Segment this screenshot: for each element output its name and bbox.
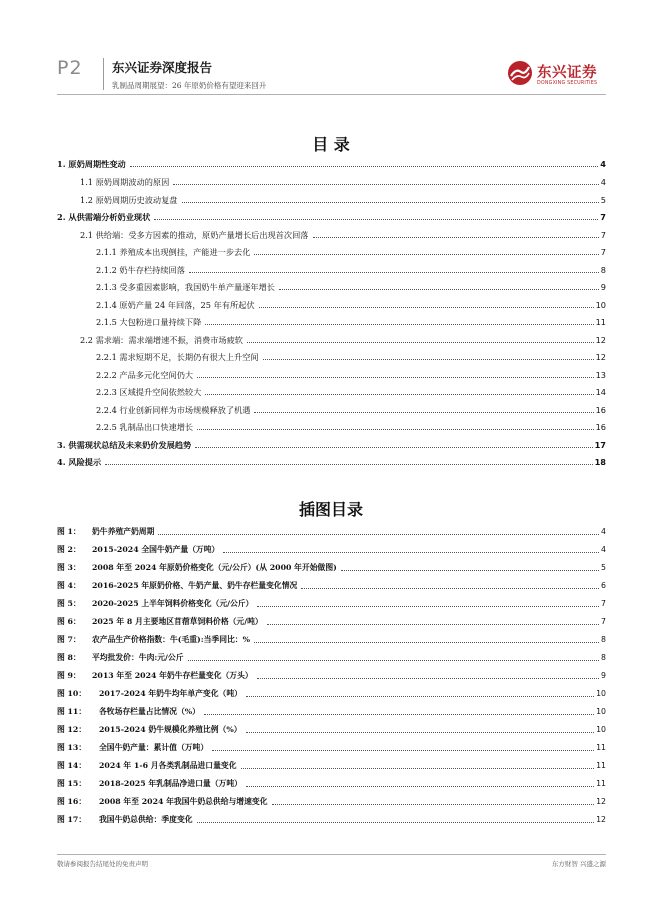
toc-entry-page: 8 <box>600 265 606 275</box>
figure-entry[interactable] <box>57 706 606 718</box>
logo-text-en: DONGXING SECURITIES <box>537 81 598 86</box>
toc-leader <box>105 464 592 465</box>
figure-page: 8 <box>601 635 606 644</box>
figure-leader <box>223 552 599 553</box>
toc-leader <box>247 342 594 343</box>
figure-title: 我国牛奶总供给：季度变化 <box>99 815 193 824</box>
toc-entry-title: 2.2.3 区域提升空间依然较大 <box>96 387 202 397</box>
toc-entry[interactable] <box>57 158 606 170</box>
figure-label: 图 15： <box>57 779 87 788</box>
toc-entry[interactable] <box>96 264 606 276</box>
figure-leader <box>254 642 599 643</box>
figure-page: 12 <box>596 815 606 824</box>
figure-title: 2025 年 8 月主要地区苜蓿草饲料价格（元/吨） <box>92 617 263 626</box>
report-title: 东兴证券深度报告 <box>112 60 213 75</box>
figure-leader <box>204 714 594 715</box>
toc-entry[interactable] <box>80 194 606 206</box>
toc-leader <box>130 166 599 167</box>
toc-entry[interactable] <box>96 281 606 293</box>
toc-entry-page: 10 <box>595 300 606 310</box>
figure-leader <box>272 804 595 805</box>
toc-entry[interactable] <box>96 246 606 258</box>
figure-title: 各牧场存栏量占比情况（%） <box>99 707 200 716</box>
figure-entry[interactable] <box>57 688 606 700</box>
toc-entry-page: 4 <box>600 177 606 187</box>
toc-entry-title: 1. 原奶周期性变动 <box>57 159 126 169</box>
figure-leader <box>246 696 594 697</box>
figure-entry[interactable] <box>57 562 606 574</box>
footer-disclaimer: 敬请参阅报告结尾处的免责声明 <box>57 860 148 868</box>
toc-leader <box>205 394 593 395</box>
toc-entry-title: 1.1 原奶周期波动的原因 <box>80 177 170 187</box>
figure-label: 图 2： <box>57 545 81 554</box>
toc-entry-page: 14 <box>595 387 606 397</box>
figure-page: 7 <box>601 599 606 608</box>
figure-leader <box>197 822 595 823</box>
toc-entry-title: 2.2.4 行业创新同样为市场规模释放了机遇 <box>96 405 251 415</box>
toc-leader <box>263 359 594 360</box>
toc-entry-title: 2. 从供需端分析奶业现状 <box>57 212 151 222</box>
toc-entry[interactable] <box>57 211 606 223</box>
figure-label: 图 17： <box>57 815 87 824</box>
toc-entry-page: 16 <box>595 422 606 432</box>
figure-title: 2013 年至 2024 年奶牛存栏量变化（万头） <box>92 671 253 680</box>
toc-entry-title: 2.2.1 需求短期不足，长期仍有很大上升空间 <box>96 352 259 362</box>
toc-entry-page: 7 <box>600 230 606 240</box>
toc-entry-page: 13 <box>595 370 606 380</box>
figure-entry[interactable] <box>57 742 606 754</box>
footer-rule <box>57 854 606 855</box>
toc-leader <box>182 202 599 203</box>
figure-label: 图 4： <box>57 581 81 590</box>
figure-leader <box>158 534 599 535</box>
figure-label: 图 16： <box>57 797 87 806</box>
figure-page: 9 <box>601 671 606 680</box>
figure-page: 10 <box>596 689 606 698</box>
toc-entry[interactable] <box>80 334 606 346</box>
toc-entry-page: 18 <box>594 457 606 467</box>
figure-leader <box>241 768 595 769</box>
figure-leader <box>246 732 595 733</box>
figure-title: 2017-2024 年奶牛均年单产变化（吨） <box>99 689 242 698</box>
figure-page: 4 <box>601 527 606 536</box>
toc-leader <box>259 307 594 308</box>
figure-entry[interactable] <box>57 526 606 538</box>
figure-page: 11 <box>596 743 606 752</box>
figure-label: 图 14： <box>57 761 87 770</box>
toc-entry[interactable] <box>57 456 606 468</box>
figure-title: 2015-2024 奶牛规模化养殖比例（%） <box>99 725 242 734</box>
toc-leader <box>205 324 593 325</box>
figure-leader <box>301 588 599 589</box>
figure-entry[interactable] <box>57 814 606 826</box>
figure-label: 图 11： <box>57 707 87 716</box>
toc-entry-page: 11 <box>595 317 606 327</box>
toc-entry[interactable] <box>96 404 606 416</box>
toc-entry-title: 3. 供需现状总结及未来奶价发展趋势 <box>57 440 192 450</box>
figure-title: 2024 年 1-6 月各类乳制品进口量变化 <box>99 761 237 770</box>
figure-entry[interactable] <box>57 796 606 808</box>
figure-leader <box>188 660 600 661</box>
toc-leader <box>173 184 598 185</box>
figure-page: 10 <box>596 725 606 734</box>
toc-leader <box>195 447 592 448</box>
figure-leader <box>246 786 594 787</box>
figure-title: 2020-2025 上半年饲料价格变化（元/公斤） <box>92 599 254 608</box>
toc-heading: 目 录 <box>312 135 350 154</box>
figure-leader <box>267 624 599 625</box>
toc-entry-title: 2.2 需求端：需求端增速不振，消费市场疲软 <box>80 335 243 345</box>
toc-entry-page: 9 <box>600 282 606 292</box>
toc-entry-title: 1.2 原奶周期历史波动复盘 <box>80 195 178 205</box>
toc-entry[interactable] <box>96 421 606 433</box>
toc-entry[interactable] <box>96 351 606 363</box>
figure-label: 图 9： <box>57 671 81 680</box>
figure-title: 2018-2025 年乳制品净进口量（万吨） <box>99 779 242 788</box>
figure-entry[interactable] <box>57 652 606 664</box>
figure-title: 2016-2025 年原奶价格、牛奶产量、奶牛存栏量变化情况 <box>92 581 298 590</box>
figure-title: 2008 年至 2024 年我国牛奶总供给与增速变化 <box>99 797 268 806</box>
figure-entry[interactable] <box>57 760 606 772</box>
figure-title: 奶牛养殖产奶周期 <box>92 527 155 536</box>
logo-text-cn: 东兴证券 <box>537 65 597 81</box>
figure-label: 图 13： <box>57 743 87 752</box>
toc-entry-page: 5 <box>600 195 606 205</box>
toc-entry-title: 2.1.5 大包粉进口量持续下降 <box>96 317 202 327</box>
figure-title: 平均批发价：牛肉:元/公斤 <box>92 653 184 662</box>
toc-leader <box>197 429 593 430</box>
company-logo <box>507 60 607 90</box>
figure-page: 4 <box>601 545 606 554</box>
toc-entry-page: 12 <box>595 335 606 345</box>
toc-leader <box>254 254 598 255</box>
figure-title: 农产品生产价格指数：牛(毛重):当季同比：% <box>92 635 251 644</box>
toc-entry-title: 2.1 供给端：受多方因素的推动，原奶产量增长后出现首次回落 <box>80 230 309 240</box>
toc-entry-title: 2.1.1 养殖成本出现倒挂，产能进一步去化 <box>96 247 251 257</box>
header-divider <box>103 58 104 90</box>
figure-page: 11 <box>596 761 606 770</box>
toc-entry-page: 17 <box>594 440 606 450</box>
toc-leader <box>154 219 598 220</box>
figure-entry[interactable] <box>57 580 606 592</box>
figure-entry[interactable] <box>57 724 606 736</box>
toc-entry[interactable] <box>57 439 606 451</box>
toc-entry[interactable] <box>80 176 606 188</box>
figure-leader <box>212 750 594 751</box>
figure-page: 10 <box>596 707 606 716</box>
figure-leader <box>257 606 599 607</box>
figure-label: 图 6： <box>57 617 81 626</box>
figure-title: 全国牛奶产量：累计值（万吨） <box>99 743 209 752</box>
footer-slogan: 东方财智 兴盛之源 <box>551 860 606 868</box>
toc-leader <box>313 237 599 238</box>
toc-entry[interactable] <box>96 316 606 328</box>
toc-leader <box>189 272 599 273</box>
figure-label: 图 1： <box>57 527 81 536</box>
toc-entry-title: 2.2.2 产品多元化空间仍大 <box>96 370 194 380</box>
toc-entry[interactable] <box>80 229 606 241</box>
figure-leader <box>257 678 599 679</box>
figure-page: 11 <box>596 779 606 788</box>
figure-label: 图 8： <box>57 653 81 662</box>
toc-entry[interactable] <box>96 369 606 381</box>
toc-entry-title: 2.1.4 原奶产量 24 年回落，25 年有所起伏 <box>96 300 255 310</box>
figure-page: 5 <box>601 563 606 572</box>
figure-entry[interactable] <box>57 598 606 610</box>
figure-entry[interactable] <box>57 616 606 628</box>
toc-entry-title: 2.2.5 乳制品出口快速增长 <box>96 422 194 432</box>
toc-entry-page: 12 <box>595 352 606 362</box>
toc-entry-page: 4 <box>600 159 606 169</box>
figure-page: 8 <box>601 653 606 662</box>
report-subtitle: 乳制品周期展望：26 年原奶价格有望迎来回升 <box>112 81 267 90</box>
toc-entry-title: 4. 风险提示 <box>57 457 102 467</box>
figure-label: 图 3： <box>57 563 81 572</box>
logo-mark-icon <box>507 60 533 86</box>
toc-leader <box>279 289 599 290</box>
figure-entry[interactable] <box>57 778 606 790</box>
figure-label: 图 12： <box>57 725 87 734</box>
toc-entry-title: 2.1.3 受多重因素影响，我国奶牛单产量逐年增长 <box>96 282 275 292</box>
figure-entry[interactable] <box>57 544 606 556</box>
toc-entry-page: 16 <box>595 405 606 415</box>
figures-heading: 插图目录 <box>298 500 363 519</box>
toc-entry-page: 7 <box>600 247 606 257</box>
figure-entry[interactable] <box>57 634 606 646</box>
figure-label: 图 7： <box>57 635 81 644</box>
figure-page: 6 <box>601 581 606 590</box>
page-number: P2 <box>57 57 83 79</box>
toc-leader <box>254 412 593 413</box>
toc-leader <box>197 377 593 378</box>
figure-title: 2015-2024 全国牛奶产量（万吨） <box>92 545 220 554</box>
figure-title: 2008 年至 2024 年原奶价格变化（元/公斤）(从 2000 年开始做图) <box>92 563 337 572</box>
figure-leader <box>341 570 599 571</box>
toc-entry-title: 2.1.2 奶牛存栏持续回落 <box>96 265 185 275</box>
figure-label: 图 5： <box>57 599 81 608</box>
toc-entry[interactable] <box>96 299 606 311</box>
toc-entry-page: 7 <box>600 212 606 222</box>
figure-entry[interactable] <box>57 670 606 682</box>
figure-page: 12 <box>596 797 606 806</box>
header-rule <box>57 94 606 95</box>
figure-label: 图 10： <box>57 689 87 698</box>
toc-entry[interactable] <box>96 386 606 398</box>
figure-page: 7 <box>601 617 606 626</box>
